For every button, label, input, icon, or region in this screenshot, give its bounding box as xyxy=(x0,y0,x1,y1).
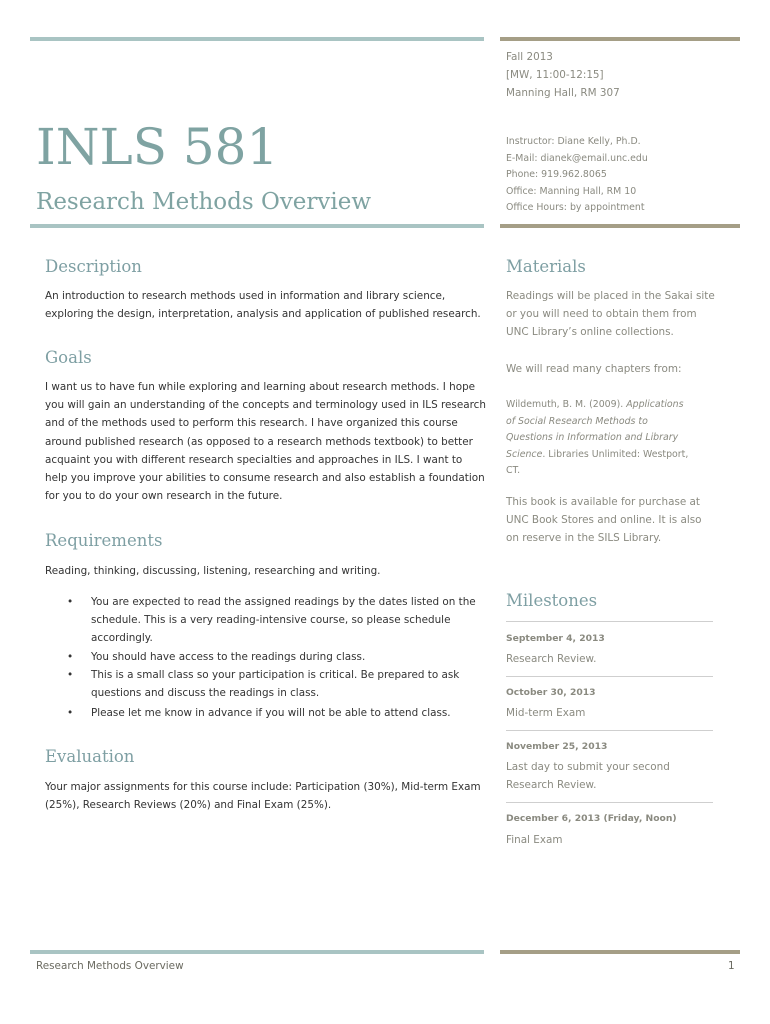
evaluation-heading: Evaluation xyxy=(45,747,135,766)
milestone-text: Research Review. xyxy=(506,653,597,665)
requirements-list xyxy=(45,593,485,722)
schedule-block xyxy=(506,48,620,103)
contact-hours: Office Hours: by appointment xyxy=(506,202,645,213)
milestone-date: December 6, 2013 (Friday, Noon) xyxy=(506,813,677,824)
schedule-room: Manning Hall, RM 307 xyxy=(506,87,620,100)
top-rule-left xyxy=(30,37,484,41)
list-item: • Please let me know in advance if you will not be able to attend class. xyxy=(67,707,451,720)
milestone-date: October 30, 2013 xyxy=(506,687,596,698)
header-rule-left xyxy=(30,224,484,228)
goals-text: I want us to have fun while exploring and learning about research methods. I hope you will gain an understanding of the concepts and terminology used in ILS research and of the methods used to perform this research. I have organized this course around published research (as opposed to a research methods textbook) to better acquaint you with different research specialties and approaches in ILS. I want to help you improve your abilities to consume research and also establish a foundation for you to do your own research in the future. xyxy=(45,381,486,503)
schedule-term: Fall 2013 xyxy=(506,51,553,63)
footer-rule-right xyxy=(500,950,740,954)
materials-book-citation: Wildemuth, B. M. (2009). Applications of Social Research Methods to Questions in Information and Library Science. Libraries Unlimited: Westport, CT. xyxy=(506,399,689,476)
milestone-divider xyxy=(506,676,713,677)
header-rule-right xyxy=(500,224,740,228)
list-item: • This is a small class so your participation is critical. Be prepared to ask questions and discuss the readings in class. xyxy=(67,668,460,700)
milestone-text: Final Exam xyxy=(506,834,563,846)
materials-availability: This book is available for purchase at UNC Book Stores and online. It is also on reserve in the SILS Library. xyxy=(506,496,702,545)
goals-heading: Goals xyxy=(45,348,92,367)
footer-rule-left xyxy=(30,950,484,954)
materials-intro: We will read many chapters from: xyxy=(506,363,682,375)
contact-block xyxy=(506,134,648,217)
list-item: • You should have access to the readings during class. xyxy=(67,650,366,663)
list-item: • You are expected to read the assigned readings by the dates listed on the schedule. This is a very reading-intensive course, so please schedule accordingly. xyxy=(67,596,476,645)
milestone-date: November 25, 2013 xyxy=(506,741,608,752)
course-code: INLS 581 xyxy=(36,118,279,176)
milestones-heading: Milestones xyxy=(506,591,598,610)
footer-title: Research Methods Overview xyxy=(36,960,184,972)
top-rule-right xyxy=(500,37,740,41)
milestone-text: Last day to submit your second Research Review. xyxy=(506,761,670,792)
materials-heading: Materials xyxy=(506,257,586,276)
description-heading: Description xyxy=(45,257,142,276)
course-subtitle: Research Methods Overview xyxy=(36,189,372,215)
milestone-date: September 4, 2013 xyxy=(506,633,605,644)
contact-office: Office: Manning Hall, RM 10 xyxy=(506,185,637,197)
description-text: An introduction to research methods used in information and library science, exploring the design, interpretation, analysis and application of published research. xyxy=(45,290,481,321)
milestone-divider xyxy=(506,802,713,803)
page-number: 1 xyxy=(728,960,735,972)
milestone-text: Mid-term Exam xyxy=(506,707,586,719)
materials-text: Readings will be placed in the Sakai site or you will need to obtain them from UNC Library’s online collections. xyxy=(506,290,715,339)
schedule-time: [MW, 11:00-12:15] xyxy=(506,69,604,82)
contact-email: E-Mail: dianek@email.unc.edu xyxy=(506,152,648,164)
evaluation-text: Your major assignments for this course include: Participation (30%), Mid-term Exam (25%), Research Reviews (20%) and Final Exam (25%). xyxy=(45,781,481,812)
requirements-intro: Reading, thinking, discussing, listening, researching and writing. xyxy=(45,565,381,577)
milestone-divider xyxy=(506,730,713,731)
milestone-divider xyxy=(506,621,713,622)
requirements-heading: Requirements xyxy=(45,531,163,550)
contact-instructor: Instructor: Diane Kelly, Ph.D. xyxy=(506,136,641,147)
contact-phone: Phone: 919.962.8065 xyxy=(506,169,607,180)
